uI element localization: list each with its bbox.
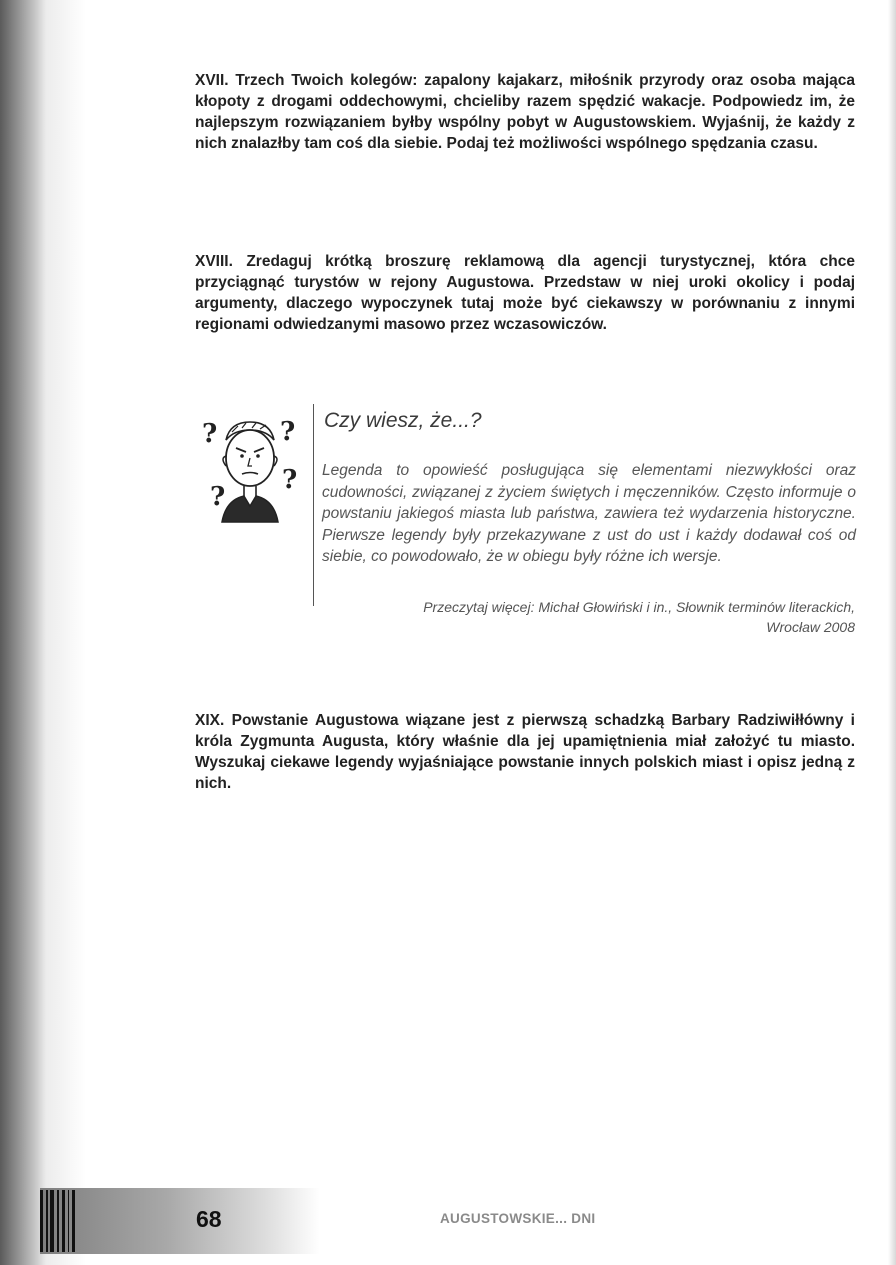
page-edge-shadow xyxy=(888,0,896,1265)
fact-box-title: Czy wiesz, że...? xyxy=(324,409,482,432)
spine-gradient xyxy=(46,0,86,1265)
book-spine-shadow xyxy=(0,0,46,1265)
page-number: 68 xyxy=(196,1206,222,1232)
footer-gradient-bar xyxy=(40,1188,320,1254)
running-title: AUGUSTOWSKIE... DNI xyxy=(440,1211,596,1226)
question-mark-icon: ? xyxy=(280,417,296,447)
question-mark-icon: ? xyxy=(202,419,218,449)
fact-box-source xyxy=(330,597,855,637)
question-mark-icon: ? xyxy=(210,482,226,512)
fact-box-source-line: Wrocław 2008 xyxy=(766,619,855,635)
thinking-person-icon xyxy=(196,410,304,528)
exercise-xvii: XVII. Trzech Twoich kolegów: zapalony kajakarz, miłośnik przyrody oraz osoba mająca kłopoty z drogami oddechowymi, chcieliby razem spędzić wakacje. Podpowiedz im, że najlepszym rozwiązaniem byłby wspólny pobyt w Augustowskiem. Wyjaśnij, że każdy z nich znalazłby tam coś dla siebie. Podaj też możliwości wspólnego spędzania czasu. xyxy=(195,72,855,152)
exercise-xix: XIX. Powstanie Augustowa wiązane jest z pierwszą schadzką Barbary Radziwiłłówny i króla Zygmunta Augusta, który właśnie dla jej upamiętnienia miał założyć tu miasto. Wyszukaj ciekawe legendy wyjaśniające powstanie innych polskich miast i opisz jedną z nich. xyxy=(195,712,855,792)
exercise-xviii: XVIII. Zredaguj krótką broszurę reklamową dla agencji turystycznej, która chce przyciągnąć turystów w rejony Augustowa. Przedstaw w niej uroki okolicy i podaj argumenty, dlaczego wypoczynek tutaj może być ciekawszy w porównaniu z innymi regionami odwiedzanymi masowo przez wczasowiczów. xyxy=(195,253,855,333)
fact-box-divider xyxy=(313,404,314,606)
fact-box-source-line: Przeczytaj więcej: Michał Głowiński i in., Słownik terminów literackich, xyxy=(423,599,855,615)
question-mark-icon: ? xyxy=(282,465,298,495)
fact-box-body: Legenda to opowieść posługująca się elementami niezwykłości oraz cudowności, związanej z życiem świętych i męczenników. Często informuje o powstaniu jakiegoś miasta lub państwa, zawiera też wydarzenia historyczne. Pierwsze legendy były przekazywane z ust do ust i każdy dodawał coś od siebie, co powodowało, że w obiegu były różne ich wersje. xyxy=(322,462,856,565)
